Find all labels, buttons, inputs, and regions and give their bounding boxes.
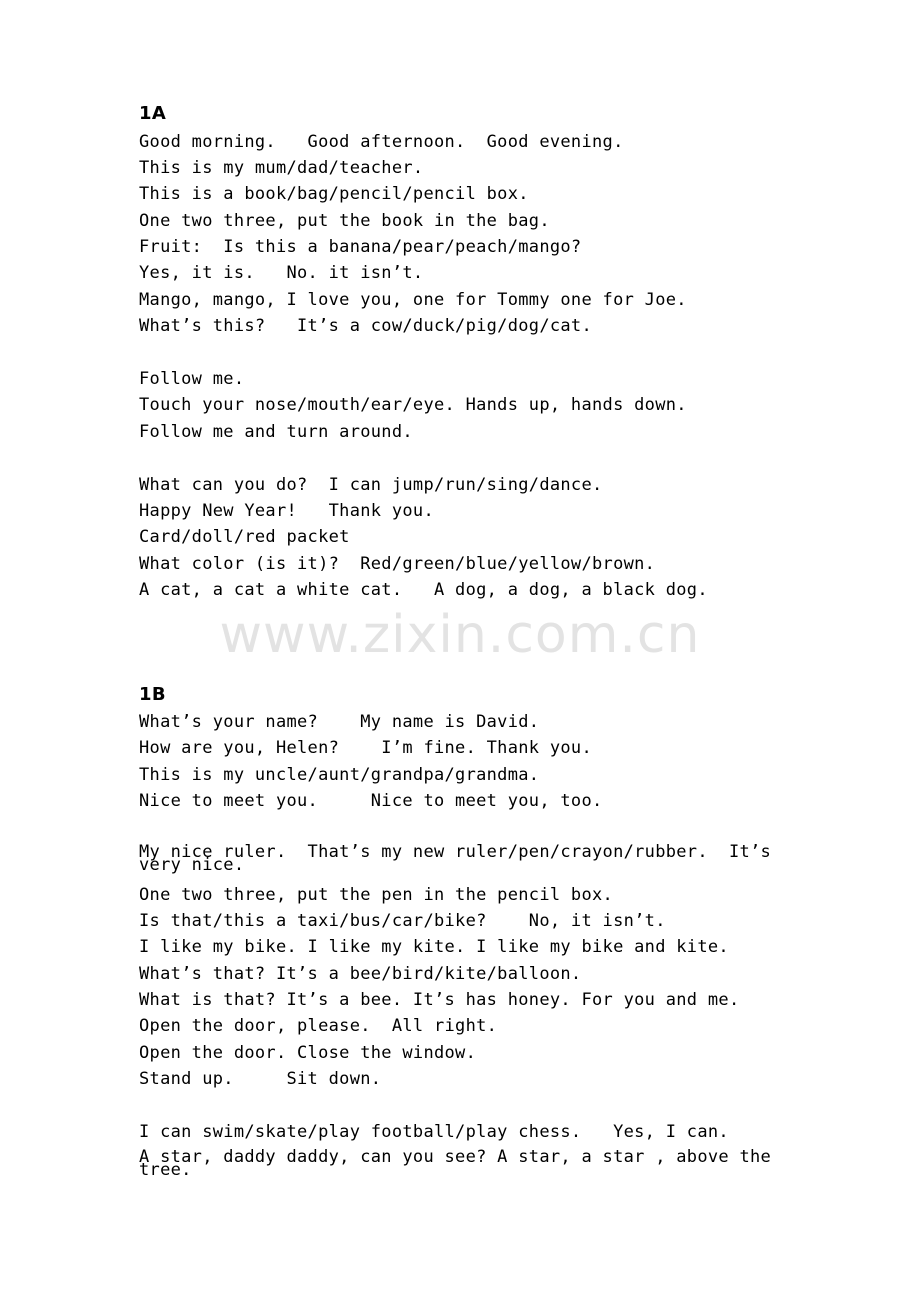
text-line-wrapped: My nice ruler. That’s my new ruler/pen/crayon/rubber. It’s very nice. <box>139 842 782 875</box>
section-heading-1a: 1A <box>139 103 167 124</box>
text-line: A cat, a cat a white cat. A dog, a dog, a black dog. <box>139 580 708 600</box>
text-line: Nice to meet you. Nice to meet you, too. <box>139 791 603 811</box>
text-line: Touch your nose/mouth/ear/eye. Hands up, hands down. <box>139 395 687 415</box>
text-line: This is my uncle/aunt/grandpa/grandma. <box>139 765 540 785</box>
text-line: This is my mum/dad/teacher. <box>139 158 424 178</box>
text-line-wrapped: A star, daddy daddy, can you see? A star, a star , above the tree. <box>139 1147 782 1180</box>
text-line: What can you do? I can jump/run/sing/dance. <box>139 475 603 495</box>
text-line: Open the door. Close the window. <box>139 1043 477 1063</box>
text-line: What’s that? It’s a bee/bird/kite/balloon. <box>139 964 582 984</box>
text-line: How are you, Helen? I’m fine. Thank you. <box>139 738 592 758</box>
text-line: Is that/this a taxi/bus/car/bike? No, it isn’t. <box>139 911 666 931</box>
text-line: Good morning. Good afternoon. Good evening. <box>139 132 624 152</box>
text-line: What’s your name? My name is David. <box>139 712 540 732</box>
text-line: I like my bike. I like my kite. I like my bike and kite. <box>139 937 729 957</box>
text-line: Follow me. <box>139 369 245 389</box>
text-line: One two three, put the pen in the pencil box. <box>139 885 614 905</box>
section-heading-1b: 1B <box>139 684 166 705</box>
text-line: What color (is it)? Red/green/blue/yellow/brown. <box>139 554 656 574</box>
text-line: Stand up. Sit down. <box>139 1069 382 1089</box>
text-line: Follow me and turn around. <box>139 422 413 442</box>
watermark: www.zixin.com.cn <box>219 605 701 665</box>
text-line: One two three, put the book in the bag. <box>139 211 550 231</box>
text-line: Mango, mango, I love you, one for Tommy one for Joe. <box>139 290 687 310</box>
text-line: What is that? It’s a bee. It’s has honey. For you and me. <box>139 990 740 1010</box>
text-line: Card/doll/red packet <box>139 527 350 547</box>
text-line: Fruit: Is this a banana/pear/peach/mango? <box>139 237 582 257</box>
text-line: Open the door, please. All right. <box>139 1016 498 1036</box>
text-line: Yes, it is. No. it isn’t. <box>139 263 424 283</box>
text-line: I can swim/skate/play football/play chess. Yes, I can. <box>139 1122 729 1142</box>
text-line: This is a book/bag/pencil/pencil box. <box>139 184 529 204</box>
text-line: Happy New Year! Thank you. <box>139 501 434 521</box>
text-line: What’s this? It’s a cow/duck/pig/dog/cat. <box>139 316 592 336</box>
